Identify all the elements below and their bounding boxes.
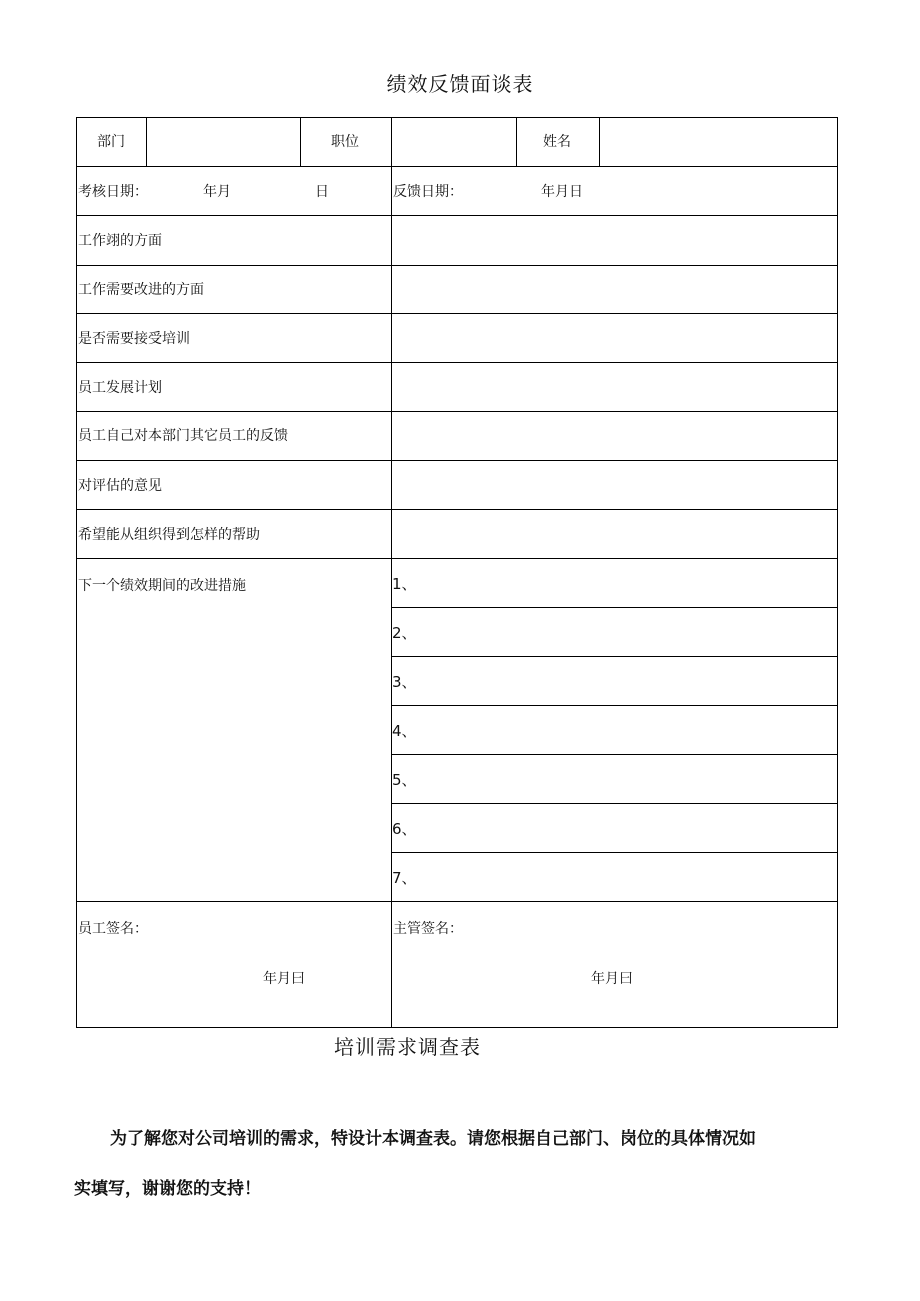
improvement-item: 6、 bbox=[392, 820, 417, 838]
name-label: 姓名 bbox=[543, 134, 571, 150]
row-label: 工作需要改进的方面 bbox=[78, 282, 204, 298]
form-title: 绩效反馈面谈表 bbox=[386, 72, 534, 96]
feedback-date-ymd: 年月日 bbox=[541, 184, 583, 200]
position-label: 职位 bbox=[331, 134, 359, 150]
improvement-item: 2、 bbox=[392, 624, 417, 642]
row-label: 是否需要接受培训 bbox=[78, 331, 190, 347]
supervisor-signature-label: 主管签名： bbox=[393, 921, 463, 937]
row-label: 员工自己对本部门其它员工的反馈 bbox=[78, 428, 288, 444]
improvement-item: 4、 bbox=[392, 722, 417, 740]
survey-intro-line-1: 为了解您对公司培训的需求，特设计本调查表。请您根据自己部门、岗位的具体情况如 bbox=[110, 1129, 756, 1149]
improvement-item: 3、 bbox=[392, 673, 417, 691]
survey-intro-line-2: 实填写，谢谢您的支持！ bbox=[74, 1179, 261, 1199]
row-label: 员工发展计划 bbox=[78, 380, 162, 396]
row-label: 对评估的意见 bbox=[78, 478, 162, 494]
dept-label: 部门 bbox=[97, 134, 125, 150]
improvement-item: 5、 bbox=[392, 771, 417, 789]
improvement-label: 下一个绩效期间的改进措施 bbox=[78, 578, 246, 594]
review-date-ym: 年月 bbox=[203, 184, 231, 200]
survey-title: 培训需求调查表 bbox=[334, 1035, 481, 1059]
employee-signature-label: 员工签名： bbox=[78, 921, 148, 937]
row-label: 希望能从组织得到怎样的帮助 bbox=[78, 527, 260, 543]
supervisor-signature-date: 年月曰 bbox=[591, 971, 633, 987]
improvement-item: 1、 bbox=[392, 575, 417, 593]
row-label: 工作翊的方面 bbox=[78, 233, 162, 249]
review-date-d: 日 bbox=[315, 184, 329, 200]
review-date-label: 考核日期： bbox=[78, 184, 148, 200]
employee-signature-date: 年月曰 bbox=[263, 971, 305, 987]
feedback-date-label: 反馈日期： bbox=[393, 184, 463, 200]
improvement-item: 7、 bbox=[392, 869, 417, 887]
